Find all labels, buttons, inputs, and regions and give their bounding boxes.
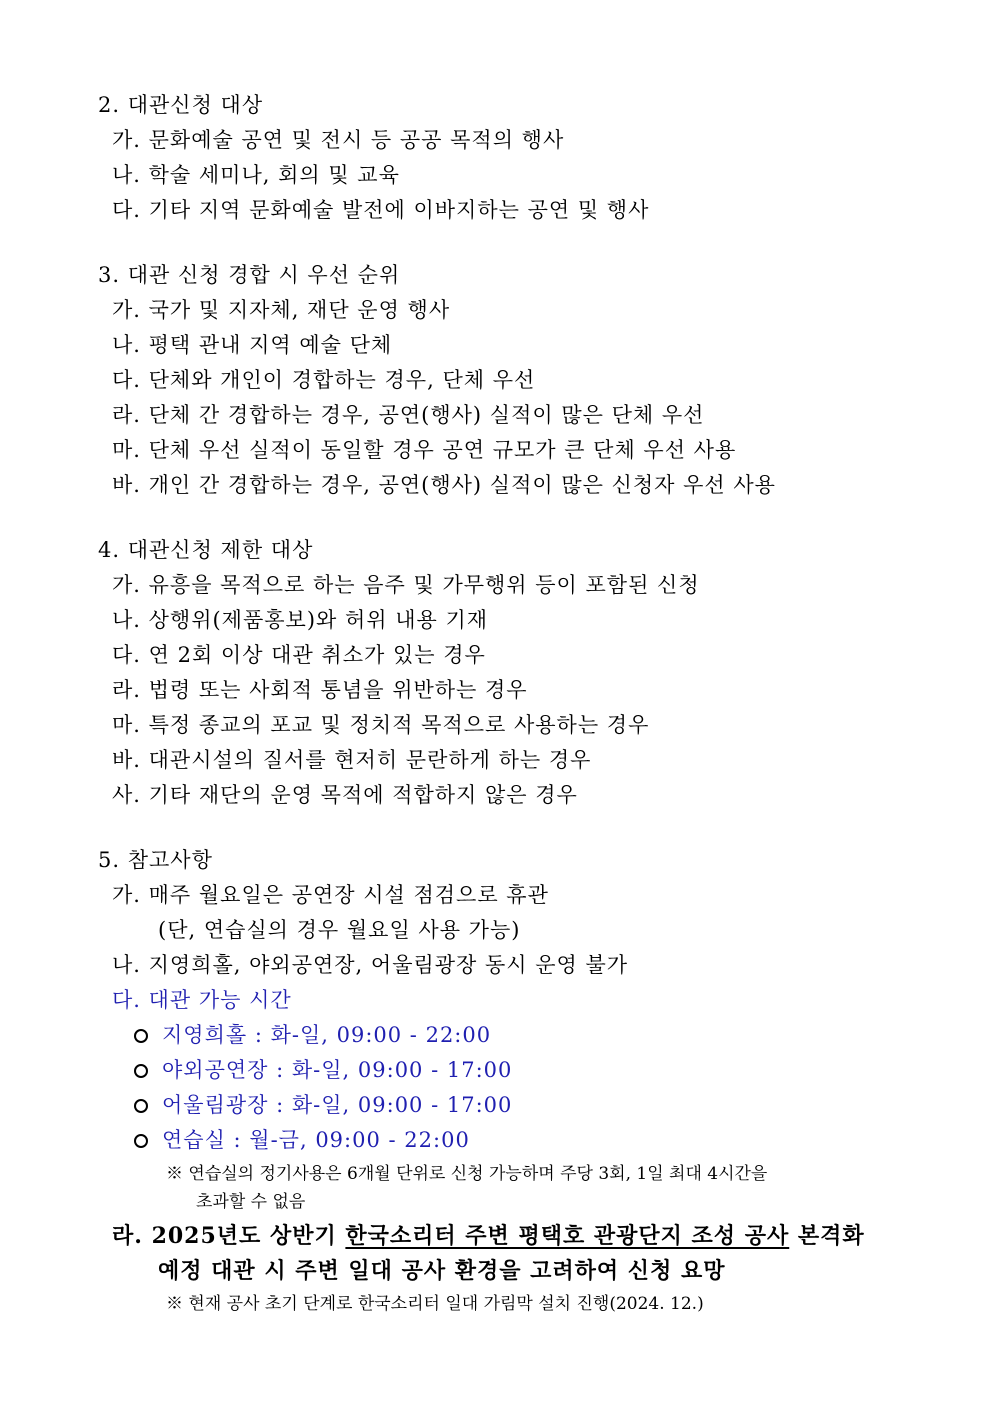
list-item: 다. 단체와 개인이 경합하는 경우, 단체 우선 <box>112 368 536 392</box>
hours-time: 화-일, 09:00 - 22:00 <box>270 1023 492 1047</box>
hours-time: 화-일, 09:00 - 17:00 <box>291 1058 513 1082</box>
list-item: 나. 지영희홀, 야외공연장, 어울림광장 동시 운영 불가 <box>112 953 629 977</box>
hours-time: 월-금, 09:00 - 22:00 <box>249 1128 470 1152</box>
list-item: 마. 단체 우선 실적이 동일할 경우 공연 규모가 큰 단체 우선 사용 <box>112 438 737 462</box>
list-item: 다. 연 2회 이상 대관 취소가 있는 경우 <box>112 643 486 667</box>
list-item: 가. 매주 월요일은 공연장 시설 점검으로 휴관 <box>112 883 549 907</box>
construction-notice <box>112 1222 865 1250</box>
circle-bullet-icon <box>134 1099 148 1113</box>
hours-row <box>134 1056 512 1084</box>
list-item: 바. 대관시설의 질서를 현저히 문란하게 하는 경우 <box>112 748 592 772</box>
hours-venue: 야외공연장 <box>162 1058 269 1082</box>
list-item: 라. 단체 간 경합하는 경우, 공연(행사) 실적이 많은 단체 우선 <box>112 403 705 427</box>
hours-row <box>134 1126 470 1154</box>
hours-venue: 연습실 <box>162 1128 226 1152</box>
list-item: 나. 학술 세미나, 회의 및 교육 <box>112 163 400 187</box>
hours-venue: 어울림광장 <box>162 1093 269 1117</box>
hours-venue: 지영희홀 <box>162 1023 248 1047</box>
list-item: 바. 개인 간 경합하는 경우, 공연(행사) 실적이 많은 신청자 우선 사용 <box>112 473 776 497</box>
hours-time: 화-일, 09:00 - 17:00 <box>291 1093 513 1117</box>
hours-heading: 다. 대관 가능 시간 <box>112 988 292 1012</box>
hours-note: ※ 연습실의 정기사용은 6개월 단위로 신청 가능하며 주당 3회, 1일 최대 4시간을 <box>166 1164 768 1184</box>
construction-note: ※ 현재 공사 초기 단계로 한국소리터 일대 가림막 설치 진행(2024. 12.) <box>166 1294 704 1314</box>
section-4-heading: 4. 대관신청 제한 대상 <box>98 538 314 562</box>
hours-row <box>134 1091 512 1119</box>
hours-note-cont: 초과할 수 없음 <box>196 1192 306 1212</box>
circle-bullet-icon <box>134 1064 148 1078</box>
list-item: 나. 평택 관내 지역 예술 단체 <box>112 333 393 357</box>
notice-prefix: 라. 2025년도 상반기 <box>112 1223 346 1249</box>
hours-sep: : <box>247 1023 271 1047</box>
notice-underlined: 한국소리터 주변 평택호 관광단지 조성 공사 <box>345 1223 790 1249</box>
construction-notice-cont: 예정 대관 시 주변 일대 공사 환경을 고려하여 신청 요망 <box>158 1258 726 1284</box>
hours-sep: : <box>268 1058 292 1082</box>
list-item: 사. 기타 재단의 운영 목적에 적합하지 않은 경우 <box>112 783 578 807</box>
hours-sep: : <box>268 1093 292 1117</box>
list-item: 가. 유흥을 목적으로 하는 음주 및 가무행위 등이 포함된 신청 <box>112 573 700 597</box>
list-item: 가. 문화예술 공연 및 전시 등 공공 목적의 행사 <box>112 128 565 152</box>
notice-suffix: 본격화 <box>789 1223 865 1249</box>
hours-sep: : <box>225 1128 250 1152</box>
hours-row <box>134 1021 491 1049</box>
section-2-heading: 2. 대관신청 대상 <box>98 93 264 117</box>
section-3-heading: 3. 대관 신청 경합 시 우선 순위 <box>98 263 401 287</box>
section-5-heading: 5. 참고사항 <box>98 848 213 872</box>
list-item: 가. 국가 및 지자체, 재단 운영 행사 <box>112 298 451 322</box>
circle-bullet-icon <box>134 1029 148 1043</box>
circle-bullet-icon <box>134 1134 148 1148</box>
list-item: 라. 법령 또는 사회적 통념을 위반하는 경우 <box>112 678 528 702</box>
list-item: 나. 상행위(제품홍보)와 허위 내용 기재 <box>112 608 489 632</box>
list-item-sub: (단, 연습실의 경우 월요일 사용 가능) <box>158 918 521 942</box>
list-item: 다. 기타 지역 문화예술 발전에 이바지하는 공연 및 행사 <box>112 198 650 222</box>
list-item: 마. 특정 종교의 포교 및 정치적 목적으로 사용하는 경우 <box>112 713 650 737</box>
